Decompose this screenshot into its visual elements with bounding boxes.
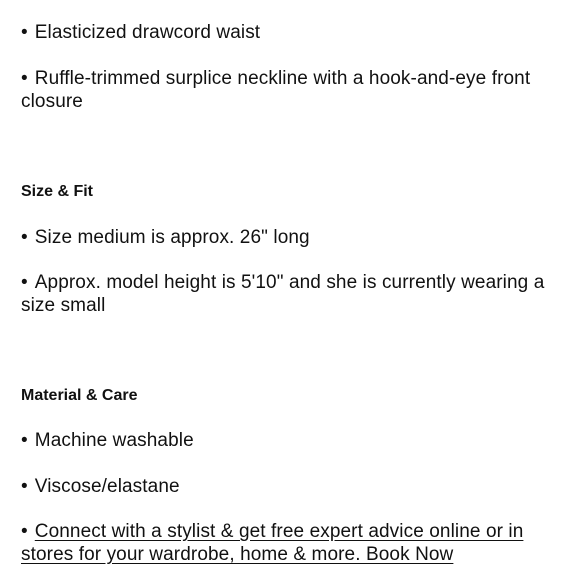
care-bullet-fabric [21,475,561,498]
care-text: Machine washable [34,430,194,451]
size-fit-heading: Size & Fit [21,183,94,200]
book-stylist-link[interactable]: Connect with a stylist & get free expert advice online or in stores for your wardrobe, home & more. Book Now [21,521,524,565]
material-care-heading: Material & Care [21,387,138,404]
bullet-marker: • [21,227,28,248]
bullet-marker: • [21,22,28,43]
bullet-marker: • [21,68,28,89]
feature-bullet-drawcord [21,21,561,44]
stylist-bullet [21,520,561,566]
feature-text: Ruffle-trimmed surplice neckline with a hook-and-eye front closure [21,68,531,112]
bullet-marker: • [21,521,28,542]
care-bullet-washable [21,429,561,452]
care-text: Viscose/elastane [34,476,180,497]
size-bullet-model [21,271,561,317]
bullet-marker: • [21,476,28,497]
size-bullet-length [21,226,561,249]
feature-bullet-neckline [21,67,561,113]
bullet-marker: • [21,430,28,451]
bullet-marker: • [21,272,28,293]
size-text: Approx. model height is 5'10" and she is currently wearing a size small [21,272,545,316]
size-text: Size medium is approx. 26" long [34,227,310,248]
feature-text: Elasticized drawcord waist [34,22,261,43]
